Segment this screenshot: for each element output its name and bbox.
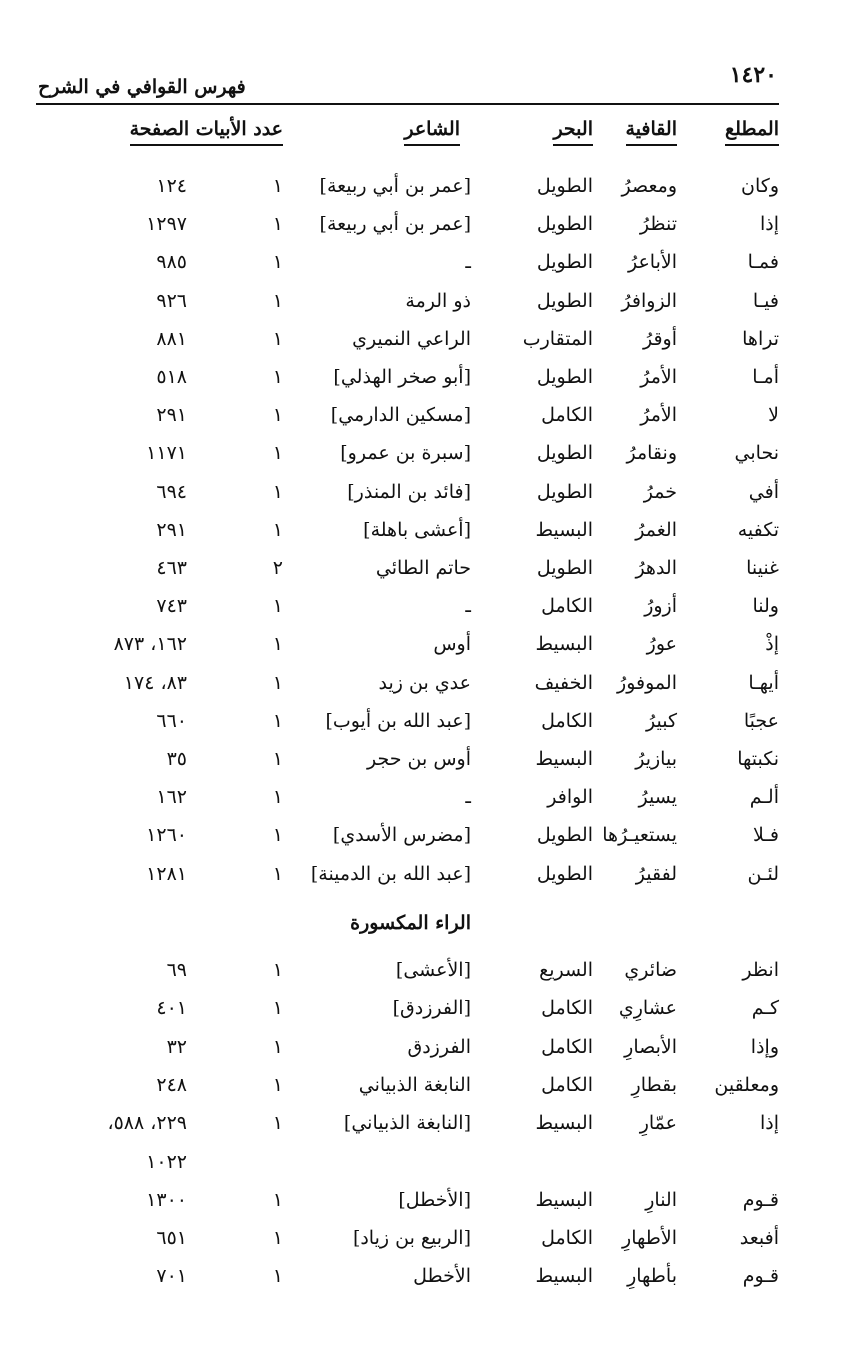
verse-count-cell: ١	[272, 251, 283, 274]
page-ref-cell: ٥١٨	[156, 366, 187, 388]
verse-count-cell: ١	[272, 442, 283, 465]
page-ref-cell: ١٢٤	[156, 175, 187, 197]
poet-cell: حاتم الطائي	[375, 557, 471, 579]
bahr-cell: الطويل	[536, 213, 593, 236]
table-row	[0, 172, 855, 210]
verse-count-cell: ١	[272, 595, 283, 618]
verse-count-cell: ١	[272, 404, 283, 427]
table-row	[0, 1186, 855, 1224]
page-ref-cell: ٦٩	[166, 959, 187, 981]
qafiya-cell: الأمرُ	[640, 404, 677, 427]
verse-count-cell: ١	[272, 1188, 283, 1211]
verse-count-cell: ١	[272, 175, 283, 197]
table-row	[0, 821, 855, 859]
page-ref-cell: ٤٠١	[156, 997, 187, 1020]
bahr-cell: البسيط	[535, 748, 593, 770]
column-header-qafiya: القافية	[626, 118, 677, 146]
matla-cell: وكان	[741, 175, 779, 197]
table-row	[0, 401, 855, 439]
qafiya-cell: عورُ	[646, 633, 677, 656]
verse-count-cell: ١	[272, 709, 283, 732]
qafiya-cell: الزوافرُ	[621, 289, 677, 312]
matla-cell: إذْ	[765, 633, 779, 656]
poet-cell: [الفرزدق]	[392, 997, 471, 1020]
qafiya-cell: لفقيرُ	[635, 862, 677, 885]
bahr-cell: الطويل	[536, 251, 593, 274]
qafiya-cell: كبيرُ	[646, 709, 677, 732]
poet-cell: [مسكين الدارمي]	[330, 404, 471, 427]
verse-count-cell: ٢	[272, 557, 283, 579]
bahr-cell: الكامل	[541, 1073, 593, 1096]
page-ref-cell: ٢٩١	[156, 518, 187, 541]
qafiya-cell: تنظرُ	[639, 213, 677, 236]
qafiya-cell: النارِ	[645, 1188, 677, 1211]
verse-count-cell: ١	[272, 997, 283, 1020]
bahr-cell: البسيط	[535, 1112, 593, 1135]
verse-count-cell: ١	[272, 518, 283, 541]
table-row	[0, 1148, 855, 1186]
page-ref-cell: ١٦٢، ٨٧٣	[113, 633, 187, 656]
table-row	[0, 325, 855, 363]
poet-cell: [مضرس الأسدي]	[332, 824, 471, 847]
poet-cell: [الربيع بن زياد]	[352, 1227, 471, 1250]
qafiya-cell: ومعصرُ	[621, 175, 677, 197]
page-ref-cell: ٤٦٣	[156, 557, 187, 579]
matla-cell: تكفيه	[737, 518, 779, 541]
page-ref-cell: ٣٢	[166, 1035, 187, 1058]
qafiya-cell: الموفورُ	[617, 671, 677, 694]
matla-cell: قـوم	[742, 1265, 779, 1288]
matla-cell: تراها	[742, 327, 779, 350]
matla-cell: ولنا	[752, 595, 779, 618]
matla-cell: قـوم	[742, 1188, 779, 1211]
poet-cell: عدي بن زيد	[378, 671, 471, 694]
matla-cell: لئـن	[747, 862, 779, 885]
column-header-count-page: عدد الأبيات الصفحة	[130, 118, 283, 146]
poet-cell: [عمر بن أبي ربيعة]	[319, 213, 471, 236]
poet-cell: [النابغة الذبياني]	[343, 1112, 471, 1135]
page-ref-cell: ١٢٩٧	[146, 213, 187, 236]
poet-cell: [عبد الله بن أيوب]	[325, 709, 471, 732]
page-ref-cell: ١١٧١	[146, 442, 187, 465]
bahr-cell: البسيط	[535, 518, 593, 541]
page-number: ١٤٢٠	[729, 62, 777, 88]
table-row	[0, 745, 855, 783]
matla-cell: لا	[768, 404, 779, 427]
table-row	[0, 994, 855, 1032]
qafiya-cell: خمرُ	[643, 480, 677, 503]
bahr-cell: البسيط	[535, 1265, 593, 1288]
section-title: الراء المكسورة	[350, 912, 471, 934]
table-row	[0, 554, 855, 592]
poet-cell: ـ	[465, 251, 471, 274]
page-ref-cell: ٨٣، ١٧٤	[123, 671, 187, 694]
qafiya-cell: أزورُ	[644, 595, 677, 618]
page-ref-cell: ٩٨٥	[156, 251, 187, 274]
bahr-cell: الطويل	[536, 557, 593, 579]
qafiya-cell: الغمرُ	[635, 518, 677, 541]
table-row	[0, 287, 855, 325]
table-row	[0, 1262, 855, 1300]
poet-cell: أوس بن حجر	[367, 748, 471, 770]
poet-cell: الراعي النميري	[352, 327, 471, 350]
poet-cell: ذو الرمة	[405, 289, 471, 312]
verse-count-cell: ١	[272, 480, 283, 503]
page-title: فهرس القوافي في الشرح	[38, 76, 246, 98]
matla-cell: وإذا	[750, 1035, 779, 1058]
matla-cell: فـلا	[753, 824, 779, 847]
verse-count-cell: ١	[272, 1073, 283, 1096]
table-row	[0, 1109, 855, 1147]
bahr-cell: الطويل	[536, 480, 593, 503]
matla-cell: فيـا	[752, 289, 779, 312]
column-header-shaer: الشاعر	[404, 118, 460, 146]
verse-count-cell: ١	[272, 1112, 283, 1135]
page-ref-cell: ٨٨١	[156, 327, 187, 350]
qafiya-cell: أوقرُ	[642, 327, 677, 350]
verse-count-cell: ١	[272, 959, 283, 981]
page-ref-cell: ١٢٨١	[146, 862, 187, 885]
bahr-cell: الطويل	[536, 862, 593, 885]
verse-count-cell: ١	[272, 213, 283, 236]
poet-cell: [فائد بن المنذر]	[347, 480, 471, 503]
matla-cell: نحابي	[734, 442, 779, 465]
bahr-cell: الوافر	[547, 786, 593, 809]
bahr-cell: السريع	[539, 959, 593, 981]
page-ref-cell: ٦٩٤	[156, 480, 187, 503]
table-row	[0, 363, 855, 401]
matla-cell: فمـا	[747, 251, 779, 274]
page-ref-cell: ٣٥	[166, 748, 187, 770]
verse-count-cell: ١	[272, 633, 283, 656]
poet-cell: ـ	[465, 786, 471, 809]
matla-cell: أفبعد	[739, 1227, 779, 1250]
verse-count-cell: ١	[272, 1227, 283, 1250]
poet-cell: [عبد الله بن الدمينة]	[310, 862, 471, 885]
bahr-cell: البسيط	[535, 633, 593, 656]
table-row	[0, 1071, 855, 1109]
bahr-cell: الكامل	[541, 1035, 593, 1058]
page-ref-cell: ٩٢٦	[156, 289, 187, 312]
qafiya-cell: ضائري	[624, 959, 677, 981]
bahr-cell: الطويل	[536, 442, 593, 465]
page-ref-cell: ١٢٦٠	[146, 824, 187, 847]
matla-cell: أمـا	[752, 366, 779, 388]
matla-cell: انظر	[742, 959, 779, 981]
header-rule	[36, 103, 779, 105]
page-ref-cell: ٦٥١	[156, 1227, 187, 1250]
qafiya-cell: الأبصارِ	[624, 1035, 677, 1058]
matla-cell: أفي	[748, 480, 779, 503]
column-header-matla: المطلع	[725, 118, 779, 146]
verse-count-cell: ١	[272, 862, 283, 885]
matla-cell: ومعلقين	[714, 1073, 779, 1096]
column-header-bahr: البحر	[553, 118, 593, 146]
bahr-cell: المتقارب	[522, 327, 593, 350]
poet-cell: أوس	[433, 633, 471, 656]
table-row	[0, 669, 855, 707]
table-row	[0, 478, 855, 516]
bahr-cell: الخفيف	[534, 671, 593, 694]
poet-cell: الأخطل	[413, 1265, 471, 1288]
page-ref-cell: ٢٤٨	[156, 1073, 187, 1096]
qafiya-cell: يستعيـرُها	[602, 824, 677, 847]
page-ref-cell: ١٦٢	[156, 786, 187, 809]
bahr-cell: الطويل	[536, 366, 593, 388]
verse-count-cell: ١	[272, 786, 283, 809]
table-row	[0, 439, 855, 477]
bahr-cell: الكامل	[541, 709, 593, 732]
verse-count-cell: ١	[272, 366, 283, 388]
poet-cell: [عمر بن أبي ربيعة]	[319, 175, 471, 197]
bahr-cell: البسيط	[535, 1188, 593, 1211]
page-ref-cell: ٦٦٠	[156, 709, 187, 732]
poet-cell: الفرزدق	[407, 1035, 471, 1058]
matla-cell: غنينا	[746, 557, 779, 579]
table-row	[0, 210, 855, 248]
qafiya-cell: الأباعرُ	[627, 251, 677, 274]
table-row	[0, 1224, 855, 1262]
qafiya-cell: يسيرُ	[638, 786, 677, 809]
verse-count-cell: ١	[272, 327, 283, 350]
qafiya-cell: ونقامرُ	[626, 442, 677, 465]
table-row	[0, 630, 855, 668]
page-ref-cell: ٧٤٣	[156, 595, 187, 618]
table-row	[0, 516, 855, 554]
bahr-cell: الكامل	[541, 404, 593, 427]
table-row	[0, 248, 855, 286]
matla-cell: كـم	[751, 997, 779, 1020]
poet-cell: [الأخطل]	[398, 1188, 471, 1211]
qafiya-cell: الدهرُ	[635, 557, 677, 579]
bahr-cell: الطويل	[536, 175, 593, 197]
poet-cell: النابغة الذبياني	[358, 1073, 471, 1096]
qafiya-cell: الأمرُ	[640, 366, 677, 388]
verse-count-cell: ١	[272, 289, 283, 312]
qafiya-cell: عمّارِ	[639, 1112, 677, 1135]
bahr-cell: الطويل	[536, 824, 593, 847]
poet-cell: [الأعشى]	[395, 959, 471, 981]
verse-count-cell: ١	[272, 748, 283, 770]
table-row	[0, 592, 855, 630]
matla-cell: عجبًا	[743, 709, 779, 732]
page-ref-cell: ٧٠١	[156, 1265, 187, 1288]
table-row	[0, 707, 855, 745]
poet-cell: [أعشى باهلة]	[363, 518, 471, 541]
bahr-cell: الكامل	[541, 595, 593, 618]
matla-cell: أيهـا	[748, 671, 779, 694]
bahr-cell: الكامل	[541, 997, 593, 1020]
matla-cell: إذا	[759, 1112, 779, 1135]
table-row	[0, 956, 855, 994]
poet-cell: [سبرة بن عمرو]	[340, 442, 471, 465]
poet-cell: ـ	[465, 595, 471, 618]
table-row	[0, 860, 855, 898]
qafiya-cell: بيازيرُ	[635, 748, 677, 770]
matla-cell: ألـم	[749, 786, 779, 809]
bahr-cell: الكامل	[541, 1227, 593, 1250]
page-ref-cell: ١٠٢٢	[146, 1150, 187, 1173]
verse-count-cell: ١	[272, 824, 283, 847]
verse-count-cell: ١	[272, 671, 283, 694]
page-ref-cell: ١٣٠٠	[146, 1188, 187, 1211]
bahr-cell: الطويل	[536, 289, 593, 312]
page-ref-cell: ٢٩١	[156, 404, 187, 427]
qafiya-cell: بقطارِ	[631, 1073, 677, 1096]
poet-cell: [أبو صخر الهذلي]	[333, 366, 471, 388]
matla-cell: نكبتها	[737, 748, 779, 770]
qafiya-cell: عشارِي	[618, 997, 677, 1020]
page-ref-cell: ٢٢٩، ٥٨٨،	[107, 1112, 187, 1135]
matla-cell: إذا	[759, 213, 779, 236]
table-row	[0, 783, 855, 821]
qafiya-cell: بأطهارِ	[627, 1265, 677, 1288]
table-row	[0, 1033, 855, 1071]
verse-count-cell: ١	[272, 1265, 283, 1288]
qafiya-cell: الأطهارِ	[622, 1227, 677, 1250]
verse-count-cell: ١	[272, 1035, 283, 1058]
